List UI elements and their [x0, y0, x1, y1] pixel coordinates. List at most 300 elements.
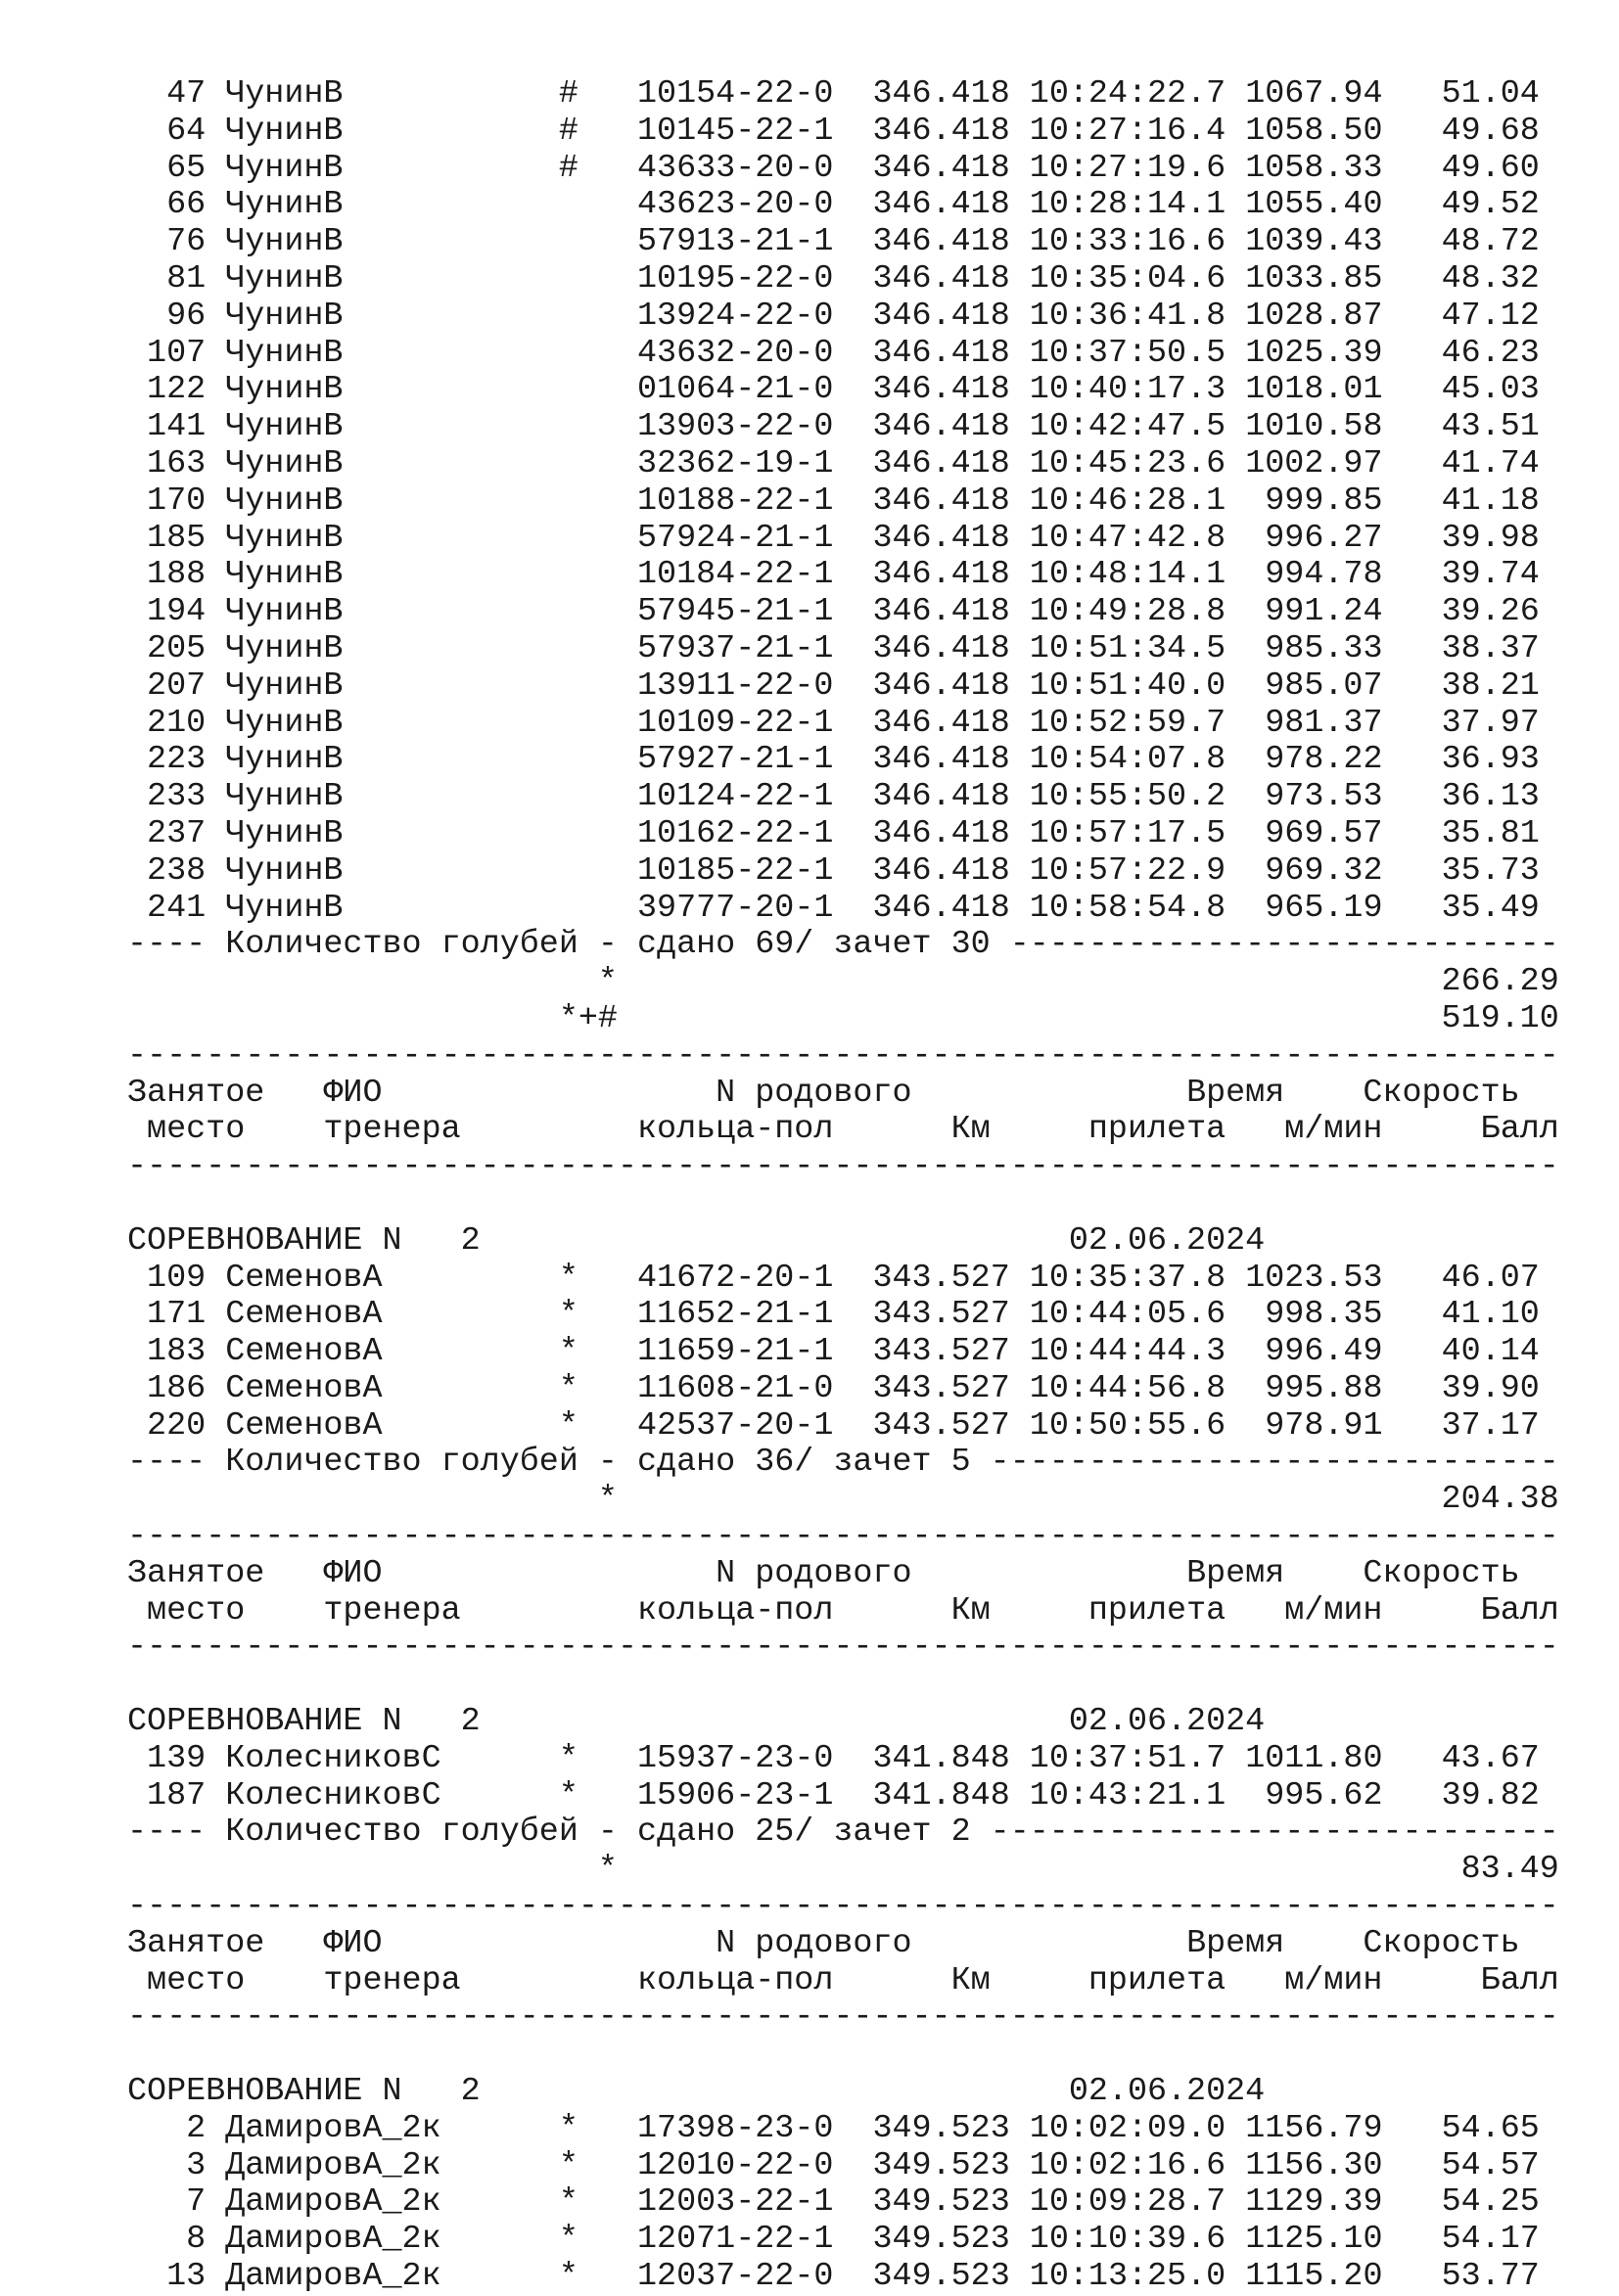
- score: 51.04: [1421, 75, 1540, 113]
- distance-km: 349.523: [872, 2221, 1010, 2259]
- distance-km: 346.418: [872, 778, 1010, 816]
- arrival-time: 10:42:47.5: [1029, 408, 1226, 446]
- header-place: Занятое: [127, 1554, 285, 1592]
- arrival-time: 10:35:04.6: [1029, 259, 1226, 298]
- results-printout: [127, 76, 1559, 2296]
- score: 35.81: [1421, 814, 1540, 852]
- column-header-row-1: [127, 1556, 1559, 1593]
- ring-number: 57913-21-1: [637, 223, 834, 261]
- speed: 1023.53: [1245, 1259, 1383, 1297]
- mark: [559, 705, 578, 742]
- total-value: 266.29: [617, 963, 1559, 1001]
- fancier-name: ЧунинВ: [225, 741, 559, 779]
- header-fio: тренера: [323, 1591, 637, 1630]
- fancier-name: ЧунинВ: [225, 889, 559, 927]
- speed: 1018.01: [1245, 371, 1383, 409]
- score: 49.52: [1421, 186, 1540, 224]
- ring-number: 39777-20-1: [637, 889, 834, 927]
- place: 238: [127, 851, 207, 890]
- total-row: [127, 1852, 1559, 1889]
- score: 36.93: [1421, 741, 1540, 779]
- score: 54.57: [1421, 2146, 1540, 2184]
- header-fio: тренера: [323, 1111, 637, 1149]
- ring-number: 41672-20-1: [637, 1259, 834, 1297]
- ring-number: 32362-19-1: [637, 444, 834, 482]
- distance-km: 343.527: [872, 1259, 1010, 1297]
- arrival-time: 10:57:17.5: [1029, 814, 1226, 852]
- fancier-name: ЧунинВ: [225, 556, 559, 594]
- table-row: [127, 1408, 1559, 1446]
- distance-km: 349.523: [872, 2183, 1010, 2222]
- place: 47: [127, 75, 207, 113]
- table-row: [127, 779, 1559, 816]
- header-km: Км: [950, 1591, 1088, 1630]
- header-fio: ФИО: [323, 1924, 717, 1962]
- fancier-name: ЧунинВ: [225, 223, 559, 261]
- arrival-time: 10:43:21.1: [1029, 1776, 1226, 1814]
- place: 81: [127, 259, 207, 298]
- mark: [559, 260, 578, 298]
- score: 48.32: [1421, 259, 1540, 298]
- header-place: место: [147, 1961, 324, 1999]
- fancier-name: ДамировА_2к: [225, 2183, 559, 2222]
- fancier-name: ДамировА_2к: [225, 2109, 559, 2147]
- table-row: [127, 1741, 1559, 1778]
- table-row: [127, 2111, 1559, 2148]
- table-row: [127, 1334, 1559, 1371]
- distance-km: 346.418: [872, 186, 1010, 224]
- place: 141: [127, 408, 207, 446]
- distance-km: 346.418: [872, 666, 1010, 705]
- ring-number: 11659-21-1: [637, 1333, 834, 1371]
- place: 241: [127, 889, 207, 927]
- distance-km: 346.418: [872, 408, 1010, 446]
- fancier-name: СеменовА: [225, 1369, 559, 1407]
- place: 64: [127, 112, 207, 150]
- distance-km: 346.418: [872, 482, 1010, 520]
- speed: 1011.80: [1245, 1739, 1383, 1777]
- arrival-time: 10:35:37.8: [1029, 1259, 1226, 1297]
- header-score: Балл: [1480, 1591, 1559, 1630]
- score: 35.49: [1421, 889, 1540, 927]
- score: 39.90: [1421, 1369, 1540, 1407]
- separator-line: -------------------------------------------------------------------------: [127, 1036, 1559, 1075]
- fancier-name: СеменовА: [225, 1259, 559, 1297]
- fancier-name: ДамировА_2к: [225, 2258, 559, 2296]
- ring-number: 17398-23-0: [637, 2109, 834, 2147]
- count-text: Количество голубей - сдано 69/ зачет 30: [225, 926, 991, 964]
- score: 41.74: [1421, 444, 1540, 482]
- header-fio: ФИО: [323, 1554, 717, 1592]
- place: 13: [127, 2258, 207, 2296]
- distance-km: 343.527: [872, 1406, 1010, 1445]
- score: 35.73: [1421, 851, 1540, 890]
- total-row: [127, 964, 1559, 1001]
- table-row: [127, 483, 1559, 521]
- speed: 1115.20: [1245, 2258, 1383, 2296]
- mark: #: [558, 149, 578, 187]
- place: 185: [127, 519, 207, 557]
- mark: [559, 445, 578, 482]
- arrival-time: 10:51:40.0: [1029, 666, 1226, 705]
- ring-number: 01064-21-0: [637, 371, 834, 409]
- header-speed: Скорость: [1363, 1924, 1520, 1962]
- mark: [559, 408, 578, 445]
- arrival-time: 10:52:59.7: [1029, 704, 1226, 742]
- fancier-name: ЧунинВ: [225, 629, 559, 667]
- mark: *: [558, 1776, 578, 1814]
- arrival-time: 10:48:14.1: [1029, 556, 1226, 594]
- score: 38.21: [1421, 666, 1540, 705]
- place: 96: [127, 297, 207, 335]
- arrival-time: 10:13:25.0: [1029, 2258, 1226, 2296]
- header-ring: N родового: [716, 1074, 1187, 1112]
- column-header-row-2: [127, 1112, 1559, 1149]
- fancier-name: ЧунинВ: [225, 593, 559, 631]
- table-row: [127, 224, 1559, 261]
- column-header-row-2: [127, 1593, 1559, 1630]
- ring-number: 42537-20-1: [637, 1406, 834, 1445]
- header-km: Км: [950, 1111, 1088, 1149]
- fancier-name: ДамировА_2к: [225, 2146, 559, 2184]
- distance-km: 343.527: [872, 1296, 1010, 1334]
- speed: 1058.33: [1245, 149, 1383, 187]
- arrival-time: 10:40:17.3: [1029, 371, 1226, 409]
- table-row: [127, 853, 1559, 891]
- place: 65: [127, 149, 207, 187]
- distance-km: 346.418: [872, 334, 1010, 372]
- ring-number: 10162-22-1: [637, 814, 834, 852]
- fancier-name: ЧунинВ: [225, 814, 559, 852]
- mark: [559, 890, 578, 927]
- table-row: [127, 1778, 1559, 1815]
- score: 39.98: [1421, 519, 1540, 557]
- score: 41.18: [1421, 482, 1540, 520]
- table-row: [127, 706, 1559, 743]
- header-ring: кольца-пол: [637, 1961, 951, 1999]
- mark: *: [558, 2109, 578, 2147]
- place: 107: [127, 334, 207, 372]
- speed: 1002.97: [1245, 444, 1383, 482]
- mark: *: [558, 2183, 578, 2222]
- count-summary: ---- Количество голубей - сдано 69/ зачет 30 ----------------------------: [127, 926, 1559, 964]
- ring-number: 43633-20-0: [637, 149, 834, 187]
- ring-number: 10185-22-1: [637, 851, 834, 890]
- fancier-name: ЧунинВ: [225, 666, 559, 705]
- speed: 981.37: [1245, 704, 1383, 742]
- mark: [559, 371, 578, 408]
- score: 36.13: [1421, 778, 1540, 816]
- arrival-time: 10:47:42.8: [1029, 519, 1226, 557]
- header-place: место: [147, 1111, 324, 1149]
- table-row: [127, 891, 1559, 928]
- fancier-name: СеменовА: [225, 1296, 559, 1334]
- distance-km: 346.418: [872, 593, 1010, 631]
- fancier-name: ЧунинВ: [225, 149, 559, 187]
- place: 3: [127, 2146, 207, 2184]
- ring-number: 57927-21-1: [637, 741, 834, 779]
- mark: *: [558, 1333, 578, 1371]
- ring-number: 10109-22-1: [637, 704, 834, 742]
- column-header-row-1: [127, 1926, 1559, 1963]
- mark: [559, 520, 578, 557]
- total-label: *: [127, 1851, 618, 1889]
- ring-number: 10145-22-1: [637, 112, 834, 150]
- score: 37.97: [1421, 704, 1540, 742]
- place: 8: [127, 2221, 207, 2259]
- ring-number: 43632-20-0: [637, 334, 834, 372]
- place: 183: [127, 1333, 207, 1371]
- ring-number: 15937-23-0: [637, 1739, 834, 1777]
- distance-km: 341.848: [872, 1739, 1010, 1777]
- arrival-time: 10:36:41.8: [1029, 297, 1226, 335]
- distance-km: 346.418: [872, 851, 1010, 890]
- header-fio: тренера: [323, 1961, 637, 1999]
- table-row: [127, 2184, 1559, 2222]
- speed: 999.85: [1245, 482, 1383, 520]
- header-score: Балл: [1480, 1961, 1559, 1999]
- column-header-row-2: [127, 1963, 1559, 2000]
- fancier-name: СеменовА: [225, 1333, 559, 1371]
- mark: *: [558, 2146, 578, 2184]
- table-row: [127, 76, 1559, 114]
- speed: 995.88: [1245, 1369, 1383, 1407]
- arrival-time: 10:50:55.6: [1029, 1406, 1226, 1445]
- table-row: [127, 409, 1559, 446]
- ring-number: 10124-22-1: [637, 778, 834, 816]
- mark: #: [558, 75, 578, 113]
- fancier-name: СеменовА: [225, 1406, 559, 1445]
- speed: 1129.39: [1245, 2183, 1383, 2222]
- speed: 1033.85: [1245, 259, 1383, 298]
- fancier-name: ДамировА_2к: [225, 2221, 559, 2259]
- distance-km: 349.523: [872, 2109, 1010, 2147]
- table-row: [127, 1297, 1559, 1334]
- separator-line: -------------------------------------------------------------------------: [127, 1148, 1559, 1186]
- table-row: [127, 1371, 1559, 1408]
- header-ring: кольца-пол: [637, 1111, 951, 1149]
- distance-km: 349.523: [872, 2146, 1010, 2184]
- ring-number: 43623-20-0: [637, 186, 834, 224]
- blank-line: [127, 1667, 1559, 1704]
- distance-km: 346.418: [872, 112, 1010, 150]
- arrival-time: 10:58:54.8: [1029, 889, 1226, 927]
- place: 237: [127, 814, 207, 852]
- competition-number: 2: [460, 2073, 1069, 2111]
- speed: 994.78: [1245, 556, 1383, 594]
- arrival-time: 10:44:44.3: [1029, 1333, 1226, 1371]
- ring-number: 57924-21-1: [637, 519, 834, 557]
- score: 43.67: [1421, 1739, 1540, 1777]
- header-fio: ФИО: [323, 1074, 717, 1112]
- speed: 996.27: [1245, 519, 1383, 557]
- fancier-name: ЧунинВ: [225, 851, 559, 890]
- arrival-time: 10:51:34.5: [1029, 629, 1226, 667]
- place: 220: [127, 1406, 207, 1445]
- header-time: прилета: [1087, 1591, 1285, 1630]
- arrival-time: 10:44:05.6: [1029, 1296, 1226, 1334]
- speed: 1058.50: [1245, 112, 1383, 150]
- table-row: [127, 372, 1559, 409]
- distance-km: 346.418: [872, 297, 1010, 335]
- arrival-time: 10:54:07.8: [1029, 741, 1226, 779]
- mark: [559, 298, 578, 335]
- fancier-name: ЧунинВ: [225, 444, 559, 482]
- distance-km: 346.418: [872, 75, 1010, 113]
- mark: [559, 482, 578, 520]
- score: 39.74: [1421, 556, 1540, 594]
- header-ring: N родового: [716, 1924, 1187, 1962]
- column-header-row-1: [127, 1076, 1559, 1113]
- speed: 978.91: [1245, 1406, 1383, 1445]
- header-place: Занятое: [127, 1074, 285, 1112]
- arrival-time: 10:10:39.6: [1029, 2221, 1226, 2259]
- score: 46.23: [1421, 334, 1540, 372]
- speed: 1156.30: [1245, 2146, 1383, 2184]
- score: 49.60: [1421, 149, 1540, 187]
- competition-title: [127, 2074, 1559, 2111]
- table-row: [127, 816, 1559, 853]
- competition-number: 2: [460, 1221, 1069, 1260]
- arrival-time: 10:09:28.7: [1029, 2183, 1226, 2222]
- ring-number: 11608-21-0: [637, 1369, 834, 1407]
- count-text: Количество голубей - сдано 25/ зачет 2: [225, 1814, 971, 1852]
- distance-km: 346.418: [872, 704, 1010, 742]
- competition-date: 02.06.2024: [1068, 1221, 1266, 1260]
- table-row: [127, 668, 1559, 706]
- competition-title: [127, 1223, 1559, 1261]
- score: 49.68: [1421, 112, 1540, 150]
- score: 39.82: [1421, 1776, 1540, 1814]
- place: 205: [127, 629, 207, 667]
- ring-number: 12010-22-0: [637, 2146, 834, 2184]
- score: 54.65: [1421, 2109, 1540, 2147]
- blank-line: [127, 2037, 1559, 2074]
- speed: 996.49: [1245, 1333, 1383, 1371]
- header-time: прилета: [1087, 1111, 1285, 1149]
- table-row: [127, 114, 1559, 151]
- speed: 1025.39: [1245, 334, 1383, 372]
- arrival-time: 10:49:28.8: [1029, 593, 1226, 631]
- header-speed: м/мин: [1284, 1961, 1481, 1999]
- header-place: Занятое: [127, 1924, 285, 1962]
- total-label: *: [127, 963, 618, 1001]
- mark: *: [558, 2221, 578, 2259]
- place: 2: [127, 2109, 207, 2147]
- total-value: 204.38: [617, 1481, 1559, 1519]
- score: 48.72: [1421, 223, 1540, 261]
- ring-number: 12071-22-1: [637, 2221, 834, 2259]
- arrival-time: 10:57:22.9: [1029, 851, 1226, 890]
- place: 66: [127, 186, 207, 224]
- total-value: 519.10: [617, 999, 1559, 1037]
- speed: 1055.40: [1245, 186, 1383, 224]
- place: 7: [127, 2183, 207, 2222]
- count-summary: ---- Количество голубей - сдано 36/ зачет 5 -----------------------------: [127, 1444, 1559, 1482]
- score: 45.03: [1421, 371, 1540, 409]
- mark: [559, 852, 578, 890]
- fancier-name: КолесниковС: [225, 1739, 559, 1777]
- distance-km: 341.848: [872, 1776, 1010, 1814]
- speed: 969.57: [1245, 814, 1383, 852]
- competition-date: 02.06.2024: [1068, 2073, 1266, 2111]
- speed: 998.35: [1245, 1296, 1383, 1334]
- score: 54.25: [1421, 2183, 1540, 2222]
- arrival-time: 10:37:51.7: [1029, 1739, 1226, 1777]
- table-row: [127, 298, 1559, 336]
- header-place: место: [147, 1591, 324, 1630]
- fancier-name: ЧунинВ: [225, 334, 559, 372]
- mark: *: [558, 2258, 578, 2296]
- distance-km: 346.418: [872, 149, 1010, 187]
- fancier-name: ЧунинВ: [225, 259, 559, 298]
- distance-km: 346.418: [872, 814, 1010, 852]
- speed: 1156.79: [1245, 2109, 1383, 2147]
- place: 186: [127, 1369, 207, 1407]
- arrival-time: 10:02:09.0: [1029, 2109, 1226, 2147]
- speed: 978.22: [1245, 741, 1383, 779]
- separator-line: -------------------------------------------------------------------------: [127, 1998, 1559, 2037]
- place: 163: [127, 444, 207, 482]
- speed: 969.32: [1245, 851, 1383, 890]
- speed: 995.62: [1245, 1776, 1383, 1814]
- competition-label: СОРЕВНОВАНИЕ N: [127, 1221, 422, 1260]
- table-row: [127, 336, 1559, 373]
- separator-line: -------------------------------------------------------------------------: [127, 1518, 1559, 1556]
- competition-date: 02.06.2024: [1068, 1703, 1266, 1741]
- distance-km: 343.527: [872, 1369, 1010, 1407]
- distance-km: 346.418: [872, 629, 1010, 667]
- score: 37.17: [1421, 1406, 1540, 1445]
- table-row: [127, 2259, 1559, 2296]
- distance-km: 346.418: [872, 889, 1010, 927]
- distance-km: 346.418: [872, 223, 1010, 261]
- score: 53.77: [1421, 2258, 1540, 2296]
- table-row: [127, 631, 1559, 668]
- table-row: [127, 187, 1559, 224]
- header-speed: м/мин: [1284, 1591, 1481, 1630]
- blank-line: [127, 1186, 1559, 1223]
- speed: 991.24: [1245, 593, 1383, 631]
- table-row: [127, 1261, 1559, 1298]
- place: 171: [127, 1296, 207, 1334]
- header-time: Время: [1186, 1924, 1364, 1962]
- speed: 965.19: [1245, 889, 1383, 927]
- speed: 1039.43: [1245, 223, 1383, 261]
- ring-number: 57937-21-1: [637, 629, 834, 667]
- distance-km: 346.418: [872, 259, 1010, 298]
- place: 76: [127, 223, 207, 261]
- competition-title: [127, 1704, 1559, 1741]
- score: 38.37: [1421, 629, 1540, 667]
- mark: [559, 630, 578, 667]
- speed: 1125.10: [1245, 2221, 1383, 2259]
- fancier-name: ЧунинВ: [225, 371, 559, 409]
- arrival-time: 10:45:23.6: [1029, 444, 1226, 482]
- arrival-time: 10:27:19.6: [1029, 149, 1226, 187]
- ring-number: 13903-22-0: [637, 408, 834, 446]
- separator-line: -------------------------------------------------------------------------: [127, 1888, 1559, 1926]
- total-row: [127, 1001, 1559, 1038]
- mark: *: [558, 1739, 578, 1777]
- mark: [559, 667, 578, 705]
- score: 43.51: [1421, 408, 1540, 446]
- score: 47.12: [1421, 297, 1540, 335]
- total-value: 83.49: [617, 1851, 1559, 1889]
- header-speed: м/мин: [1284, 1111, 1481, 1149]
- arrival-time: 10:24:22.7: [1029, 75, 1226, 113]
- header-speed: Скорость: [1363, 1074, 1520, 1112]
